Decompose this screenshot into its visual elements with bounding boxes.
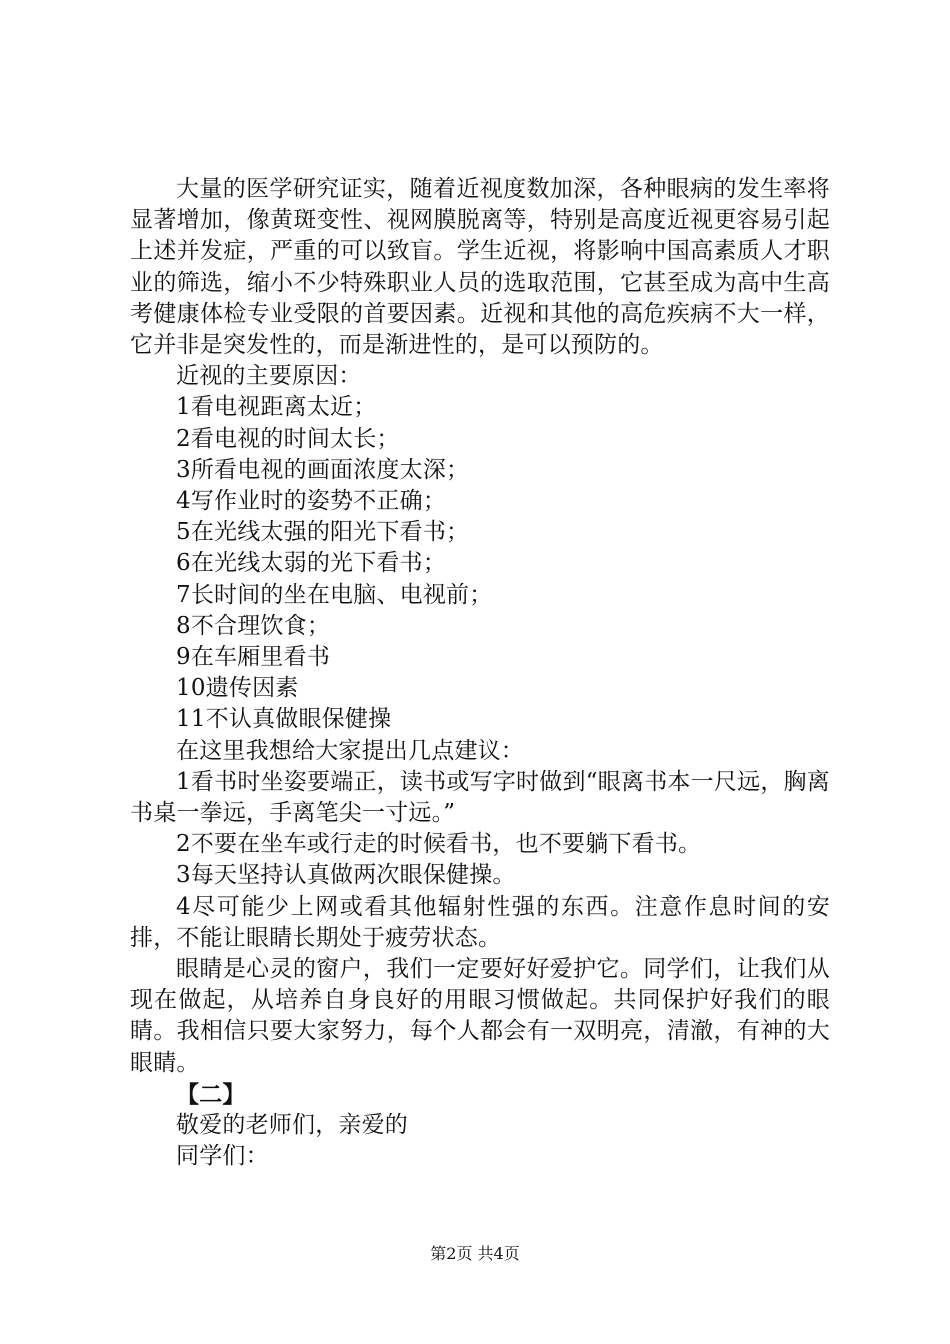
greeting-line-2: 同学们： bbox=[176, 1143, 269, 1170]
suggestion-item-2: 2不要在坐车或行走的时候看书，也不要躺下看书。 bbox=[176, 831, 702, 858]
cause-item-10: 10遗传因素 bbox=[176, 675, 299, 702]
suggestion-item-1: 1看书时坐姿要端正，读书或写字时做到“眼离书本一尺远，胸离书桌一拳远，手离笔尖一寸远。” bbox=[130, 768, 830, 827]
cause-item-9: 9在车厢里看书 bbox=[176, 644, 331, 671]
intro-paragraph: 大量的医学研究证实，随着近视度数加深，各种眼病的发生率将显著增加，像黄斑变性、视网膜脱离等，特别是高度近视更容易引起上述并发症，严重的可以致盲。学生近视，将影响中国高素质人才职业的筛选，缩小不少特殊职业人员的选取范围，它甚至成为高中生高考健康体检专业受限的首要因素。近视和其他的高危疾病不大一样，它并非是突发性的，而是渐进性的，是可以预防的。 bbox=[130, 176, 830, 359]
suggestion-item-3: 3每天坚持认真做两次眼保健操。 bbox=[176, 862, 516, 889]
page-number-footer: 第2页 共4页 bbox=[430, 1244, 520, 1263]
cause-item-4: 4写作业时的姿势不正确； bbox=[176, 488, 447, 515]
cause-item-2: 2看电视的时间太长； bbox=[176, 425, 400, 452]
greeting-line-1: 敬爱的老师们，亲爱的 bbox=[176, 1112, 408, 1139]
cause-item-1: 1看电视距离太近； bbox=[176, 394, 377, 421]
cause-item-7: 7长时间的坐在电脑、电视前； bbox=[176, 581, 493, 608]
cause-item-11: 11不认真做眼保健操 bbox=[176, 706, 392, 733]
cause-item-3: 3所看电视的画面浓度太深； bbox=[176, 456, 470, 483]
causes-title: 近视的主要原因： bbox=[176, 363, 362, 390]
suggestion-item-4: 4尽可能少上网或看其他辐射性强的东西。注意作息时间的安排，不能让眼睛长期处于疲劳状态。 bbox=[130, 893, 830, 951]
document-body bbox=[130, 174, 830, 1173]
section-two-heading: 【二】 bbox=[176, 1080, 246, 1108]
cause-item-8: 8不合理饮食； bbox=[176, 612, 331, 639]
cause-item-5: 5在光线太强的阳光下看书； bbox=[176, 519, 470, 546]
cause-item-6: 6在光线太弱的光下看书； bbox=[176, 550, 447, 577]
suggestions-title: 在这里我想给大家提出几点建议： bbox=[176, 737, 524, 764]
conclusion-paragraph: 眼睛是心灵的窗户，我们一定要好好爱护它。同学们，让我们从现在做起，从培养自身良好的用眼习惯做起。共同保护好我们的眼睛。我相信只要大家努力，每个人都会有一双明亮，清澈，有神的大眼睛。 bbox=[130, 956, 830, 1076]
